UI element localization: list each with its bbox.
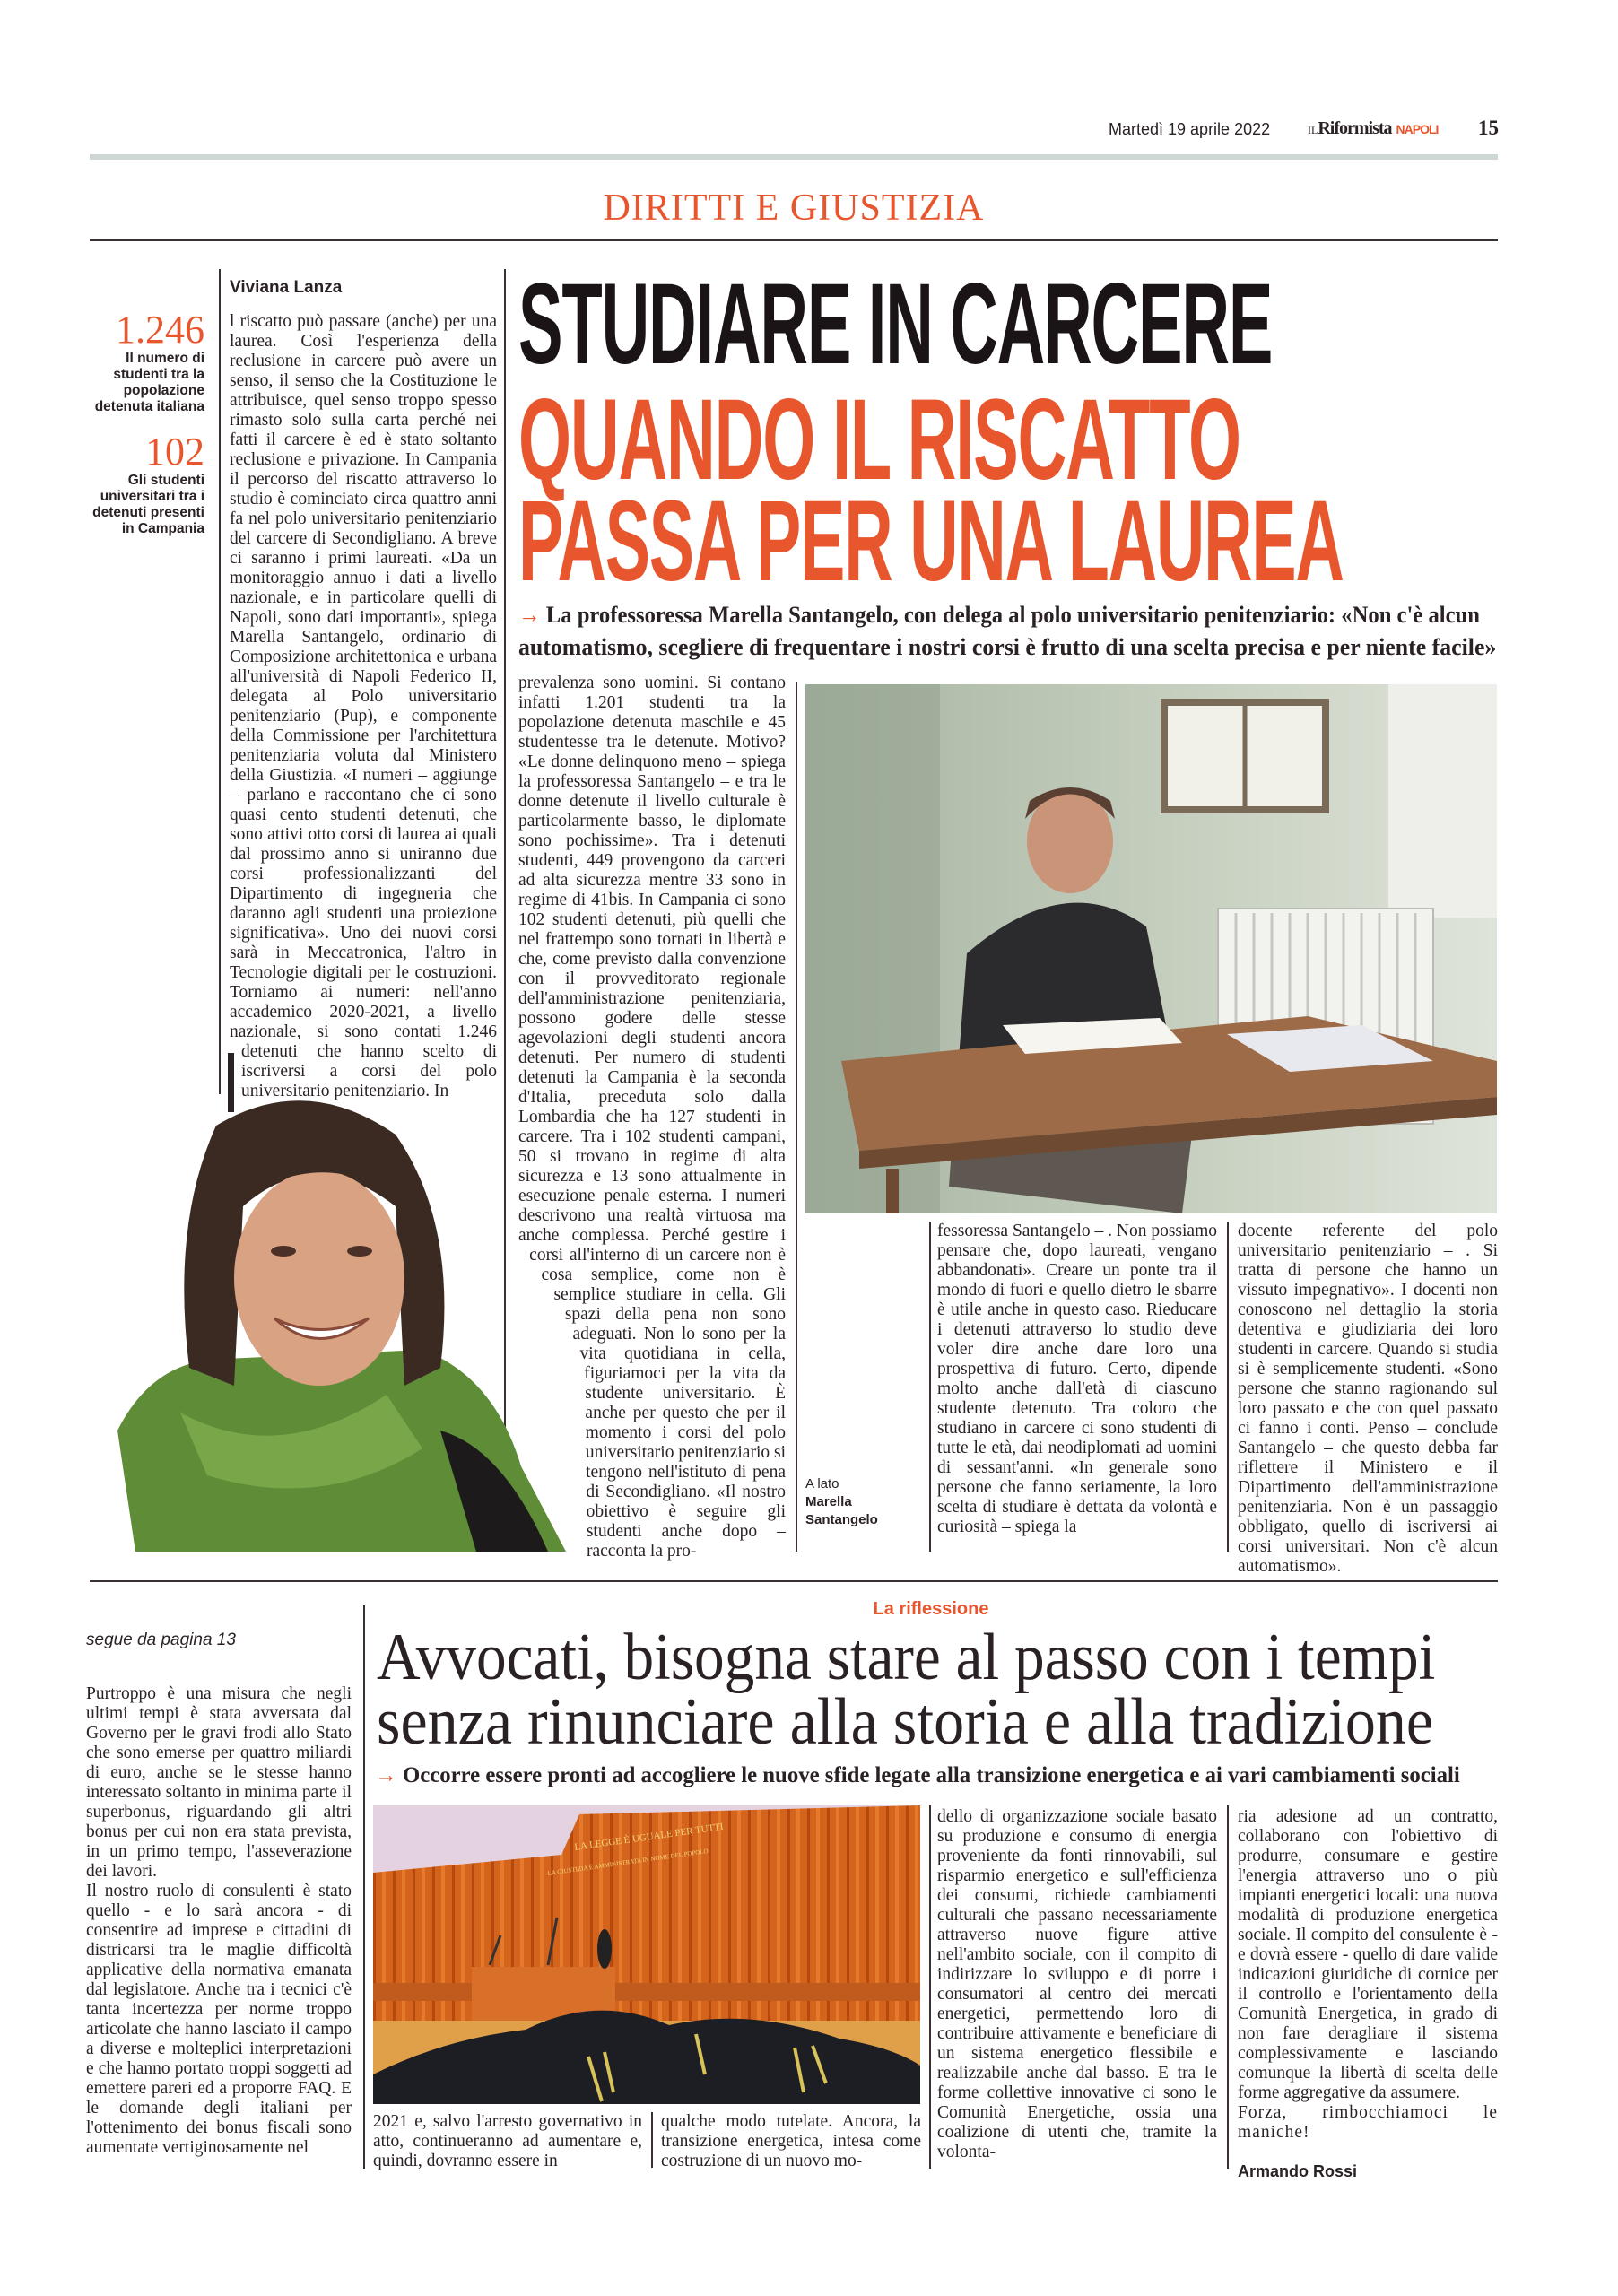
headline-line: senza rinunciare alla storia e alla tradizione	[377, 1685, 1433, 1759]
article-column	[1238, 1807, 1498, 2181]
student-photo-image	[805, 684, 1497, 1213]
article-text: Il nostro ruolo di consulenti è stato quello - e lo sarà ancora - di consentire ad imprese e cittadini di districarsi tra le maglie difficoltà applicative della normativa emanata dal legislatore. Anche tra i tecnici c'è tanta incertezza per norme troppo articolate che hanno lasciato il campo a diverse e molteplici interpretazioni e che hanno portato troppi soggetti ad emettere pareri ed a proporre FAQ. E le domande degli italiani per l'ottenimento dei bonus fiscali sono aumentate vertiginosamente nel	[86, 1882, 352, 2157]
logo-city: NAPOLI	[1396, 122, 1439, 136]
section-title: DIRITTI E GIUSTIZIA	[603, 187, 985, 229]
sidebar-stats	[90, 309, 204, 537]
photo-caption	[805, 1475, 878, 1529]
article-text: Purtroppo è una misura che negli ultimi tempi è stata avversata dal Governo per le gravi frodi allo Stato che sono emerse per quattro miliardi di euro, anche se le stesse hanno interessato soltanto in minima parte il superbonus, riguardando gli altri bonus per cui non era stata prevista, in un primo tempo, l'asseverazione dei lavori.	[86, 1684, 352, 1881]
article-column	[86, 1684, 352, 2158]
article-text: dello di organizzazione sociale basato su produzione e consumo di energia proveniente da fonti rinnovabili, sul risparmio energetico e sull'efficienza dei consumi, richiede cambiamenti culturali che passano necessariamente attraverso nuove figure attive nell'ambito sociale, con il compito di indirizzare lo sviluppo e di porre i consumatori al centro dei mercati energetici, permettendo loro di contribuire attivamente e beneficiare di un sistema energetico flessibile e realizzabile anche dal basso. E tra le forme collettive innovative ci sono le Comunità Energetiche, ossia una coalizione di utenti che, tramite la volonta-	[937, 1807, 1217, 2161]
headline-line: QUANDO IL RISCATTO	[518, 376, 1240, 504]
caption-prefix: A lato	[805, 1476, 839, 1492]
courtroom-image	[373, 1805, 920, 2104]
subhead	[375, 1760, 1470, 1792]
inscription-text: LA GIUSTIZIA È AMMINISTRATA IN NOME DEL POPOLO	[547, 1847, 709, 1877]
stat-value: 102	[145, 430, 204, 474]
article-column	[661, 2112, 921, 2171]
article-text: docente referente del polo universitario penitenziario – . Si tratta di persone che hanno un vissuto impegnativo». I docenti non conoscono nel dettaglio la storia detentiva e giudiziaria dei loro studenti in carcere. Quando si studia si è semplicemente studenti. «Sono persone che stanno ragionando sul loro passato e che con quel passato ci fanno i conti. Penso – conclude Santangelo – che questo debba far riflettere il Ministero e il Dipartimento dell'amministrazione penitenziaria. Non è un passaggio obbligato, quello di iscriversi ai corsi universitari. Non c'è alcun automatismo».	[1238, 1222, 1498, 1576]
column-divider	[929, 1805, 931, 2169]
section-rule	[90, 239, 1498, 241]
subhead-text: Occorre essere pronti ad accogliere le nuove sfide legate alla transizione energetica e ai vari cambiamenti sociali	[402, 1763, 1460, 1787]
headline-line: PASSA PER UNA LAUREA	[518, 477, 1344, 605]
byline: Viviana Lanza	[230, 278, 343, 297]
stat-label: Gli studenti universitari tra i detenuti presenti in Campania	[92, 473, 204, 536]
article-text: ria adesione ad un contratto, collaborano con l'obiettivo di produrre, consumare e gestire l'energia attraverso uno o più impianti energetici locali: una nuova modalità di produzione energetica sociale. Il compito del consulente è - e dovrà essere - quello di dare valide indicazioni giuridiche di cornice per il controllo e l'orientamento della Comunità Energetica, in grado di non fare deragliare il sistema complessivamente e lasciando comunque la libertà di scelta delle forme aggregative da assumere.	[1238, 1807, 1498, 2102]
article-column	[937, 1222, 1217, 1537]
article-separator	[90, 1580, 1498, 1582]
article-column	[373, 2112, 642, 2171]
column-divider	[796, 682, 797, 1552]
headline-line: STUDIARE IN CARCERE	[518, 260, 1273, 388]
column-divider	[929, 1222, 931, 1552]
stat-value: 1.246	[116, 308, 204, 352]
header-rule	[90, 154, 1498, 160]
newspaper-logo	[1308, 118, 1438, 139]
headline	[518, 260, 1618, 388]
page-number: 15	[1478, 117, 1499, 139]
subhead-text: automatismo, scegliere di frequentare i nostri corsi è frutto di una scelta precisa e per niente facile»	[518, 634, 1497, 660]
caption-name: Marella	[805, 1494, 852, 1509]
arrow-right-icon: →	[518, 602, 546, 628]
photo-student-studying	[805, 684, 1497, 1213]
photo-courtroom	[373, 1805, 920, 2104]
article-text: fessoressa Santangelo – . Non possiamo pensare che, dopo laureati, vengano abbandonati». Creare un ponte tra il mondo di fuori e quello dietro le sbarre è utile anche in questo caso. Rieducare i detenuti attraverso lo studio deve voler dire anche dare loro una prospettiva di futuro. Certo, dipende molto anche dall'età di ciascuno studente detenuto. Tra coloro che studiano in carcere ci sono studenti di tutte le età, dai neodiplomati ad uomini di sessant'anni. «In generale sono persone che fanno seriamente, la loro scelta di studiare è dettata da volontà e curiosità – spiega la	[937, 1222, 1217, 1536]
subhead	[518, 599, 1533, 664]
logo-il: IL	[1308, 124, 1318, 136]
stat-label: Il numero di studenti tra la popolazione detenuta italiana	[94, 351, 204, 414]
article-text: prevalenza sono uomini. Si contano infatti 1.201 studenti tra la popolazione detenuta maschile e 45 studentesse tra le detenute. Motivo? «Le donne delinquono meno – spiega la professoressa Santangelo – e tra le donne detenute il livello culturale è particolarmente basso, le diplomate sono pochissime». Tra i detenuti studenti, 449 provengono da carceri ad alta sicurezza mentre 33 sono in regime di 41bis. In Campania ci sono 102 studenti detenuti, più quelli che nel frattempo sono tornati in libertà e che, come previsto dalla convenzione con il provveditorato regionale dell'amministrazione penitenziaria, possono godere delle stesse agevolazioni degli studenti ancora detenuti. Per numero di studenti detenuti la Campania è la seconda d'Italia, preceduta solo dalla Lombardia che ha 127 studenti in carcere. Tra i 102 studenti campani, 50 si trovano in regime di alta sicurezza e 13 sono attualmente in esecuzione penale esterna. I numeri descrivono una realtà virtuosa ma anche complessa. Perché gestire i corsi all'interno di un carcere non è cosa semplice, come non è semplice studiare in cella. Gli spazi della pena non sono adeguati. Non lo sono per la vita quotidiana in cella, figuriamoci per la vita da studente universitario. È anche per questo che per il momento i corsi del polo universitario penitenziario si tengono nell'istituto di pena di Secondigliano. «Il nostro obiettivo è seguire gli studenti anche dopo – racconta la pro-	[518, 674, 786, 1561]
article-column	[937, 1807, 1217, 2162]
article-text: l riscatto può passare (anche) per una laurea. Così l'esperienza della reclusione in carcere può avere un senso, il senso che la Costituzione le attribuisce, quel senso troppo spesso rimasto solo sulla carta perché nei fatti il carcere è ed è stato soltanto reclusione e privazione. In Campania il percorso del riscatto attraverso lo studio è cominciato circa quattro anni fa nel polo universitario penitenziario del carcere di Secondigliano. A breve ci saranno i primi laureati. «Da un monitoraggio annuo i dati a livello nazionale, e in particolare quelli di Napoli, sono dati importanti», spiega Marella Santangelo, ordinario di Composizione architettonica e urbana all'università di Napoli Federico II, delegata al Polo universitario penitenziario (Pup), e componente della Commissione per l'architettura penitenziaria voluta dal Ministero della Giustizia. «I numeri – aggiunge – parlano e raccontano che ci sono quasi cento studenti detenuti, che sono attivi otto corsi di laurea ai quali dal prossimo anno si uniranno due corsi professionalizzanti del Dipartimento di ingegneria che daranno agli studenti una proiezione significativa». Uno dei nuovi corsi sarà in Meccatronica, l'altro in Tecnologie digitali per le costruzioni. Torniamo ai numeri: nell'anno accademico 2020-2021, a livello nazionale, si sono contati 1.246 detenuti che hanno scelto di iscriversi a corsi del polo universitario penitenziario. In	[230, 312, 497, 1100]
headline	[377, 1621, 1540, 1759]
author: Armando Rossi	[1238, 2162, 1358, 2180]
article-column	[1238, 1222, 1498, 1577]
article-text: 2021 e, salvo l'arresto governativo in atto, continueranno ad aumentare e, quindi, dovranno essere in	[373, 2112, 642, 2170]
column-divider	[651, 2112, 653, 2168]
arrow-right-icon: →	[375, 1763, 403, 1787]
article-text: qualche modo tutelate. Ancora, la transizione energetica, intesa come costruzione di un nuovo mo-	[661, 2112, 921, 2170]
column-divider	[1227, 1805, 1229, 2169]
column-divider	[363, 1605, 365, 2169]
caption-name: Santangelo	[805, 1512, 878, 1527]
column-divider	[219, 269, 221, 1094]
continued-from: segue da pagina 13	[86, 1631, 236, 1649]
inscription-text: LA LEGGE È UGUALE PER TUTTI	[573, 1821, 725, 1853]
photo-marella-santangelo	[100, 1090, 566, 1552]
article-text: Forza, rimbocchiamoci le maniche!	[1238, 2103, 1498, 2142]
column-divider	[1227, 1222, 1229, 1552]
subhead-text: La professoressa Marella Santangelo, con delega al polo universitario penitenziario: «Non c'è alcun	[545, 602, 1480, 628]
headline-line: Avvocati, bisogna stare al passo con i tempi	[377, 1621, 1436, 1694]
portrait-image	[100, 1090, 566, 1552]
issue-date: Martedì 19 aprile 2022	[1109, 120, 1271, 138]
kicker: La riflessione	[873, 1599, 989, 1619]
logo-name: Riformista	[1318, 118, 1392, 138]
